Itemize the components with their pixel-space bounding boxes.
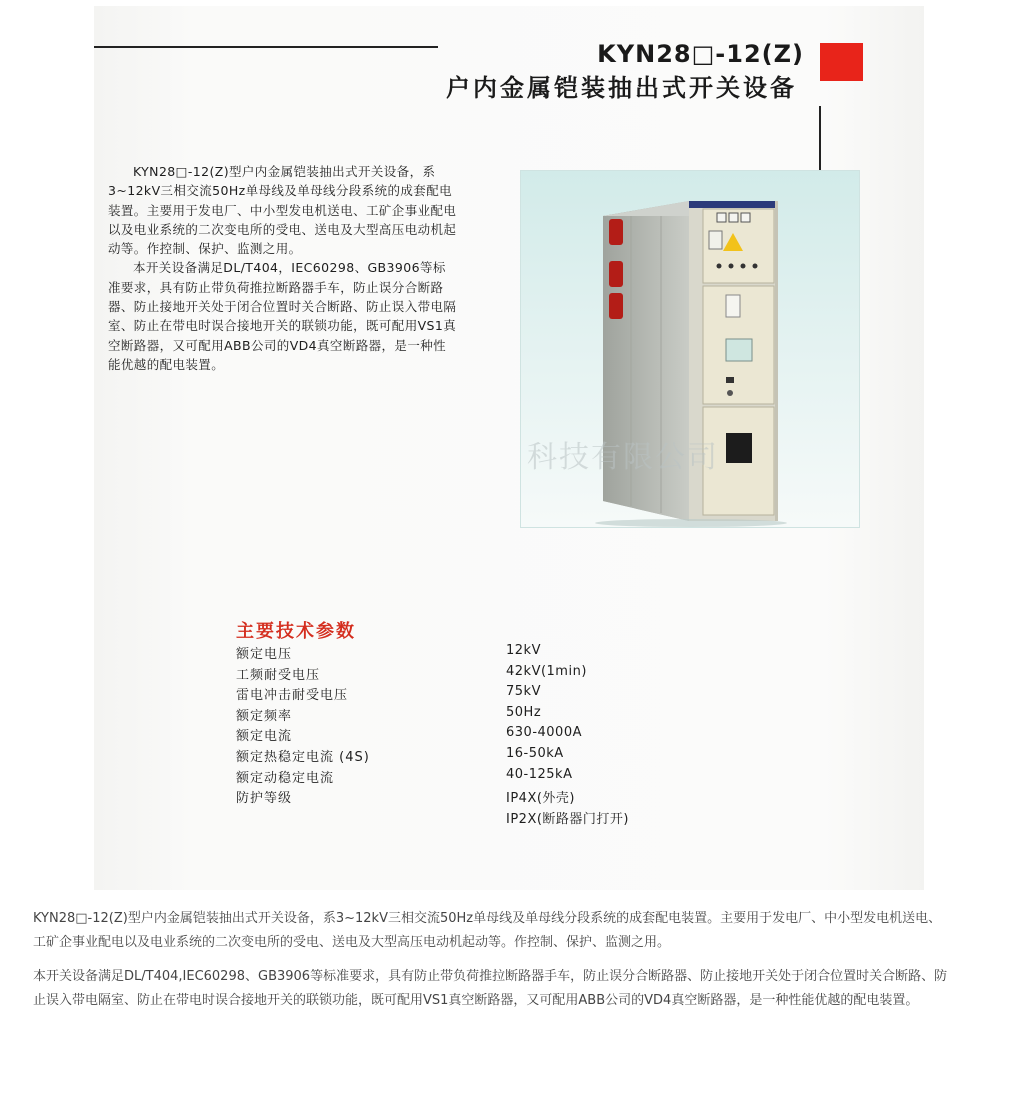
param-value: 50Hz [506, 704, 542, 720]
param-name: 额定频率 [236, 708, 293, 724]
header-rule [94, 46, 438, 48]
red-accent-square [820, 43, 863, 81]
param-name: 雷电冲击耐受电压 [236, 688, 349, 704]
param-row [236, 808, 656, 829]
description-text [33, 907, 953, 1023]
param-row [236, 787, 656, 808]
params-table [236, 643, 656, 828]
param-name: 额定热稳定电流 (4S) [236, 749, 370, 765]
side-lamp-icon [609, 219, 623, 245]
description-paragraph-1: KYN28□-12(Z)型户内金属铠装抽出式开关设备，系3~12kV三相交流50Hz单母线及单母线分段系统的成套配电装置。主要用于发电厂、中小型发电机送电、工矿企事业配电以及电业系统的二次变电所的受电、送电及大型高压电动机起动等。作控制、保护、监测之用。 [33, 911, 942, 950]
param-value: 42kV(1min) [506, 663, 587, 679]
product-name-title: 户内金属铠装抽出式开关设备 [446, 74, 797, 102]
param-name: 额定动稳定电流 [236, 770, 335, 786]
param-row [236, 725, 656, 746]
photo-watermark: 科技有限公司 [527, 440, 719, 475]
param-value: 12kV [506, 643, 541, 658]
inspection-window [726, 339, 752, 361]
side-lamp-icon [609, 293, 623, 319]
param-name: 防护等级 [236, 791, 293, 807]
product-model-title: KYN28□-12(Z) [597, 40, 804, 68]
cabinet-nameplate-strip [689, 201, 777, 208]
param-row [236, 746, 656, 767]
param-row [236, 705, 656, 726]
param-row [236, 664, 656, 685]
param-value: IP4X(外壳) [506, 791, 575, 807]
intro-text [108, 162, 458, 374]
param-value: IP2X(断路器门打开) [506, 811, 629, 827]
param-value: 630-4000A [506, 725, 582, 741]
header-vertical-rule [819, 106, 821, 170]
param-value: 16-50kA [506, 745, 564, 761]
param-row [236, 643, 656, 664]
param-name: 额定电压 [236, 647, 293, 662]
param-row [236, 684, 656, 705]
side-lamp-icon [609, 261, 623, 287]
param-name [236, 808, 506, 829]
intro-paragraph-1: KYN28□-12(Z)型户内金属铠装抽出式开关设备，系3~12kV三相交流50Hz单母线及单母线分段系统的成套配电装置。主要用于发电厂、中小型发电机送电、工矿企事业配电以及电业系统的二次变电所的受电、送电及大型高压电动机起动等。作控制、保护、监测之用。 [108, 164, 457, 257]
param-value: 40-125kA [506, 766, 573, 782]
description-paragraph-2: 本开关设备满足DL/T404,IEC60298、GB3906等标准要求，具有防止带负荷推拉断路器手车，防止误分合断路器、防止接地开关处于闭合位置时关合断路、防止误入带电隔室、防止在带电时误合接地开关的联锁功能，既可配用VS1真空断路器，又可配用ABB公司的VD4真空断路器，是一种性能优越的配电装置。 [33, 969, 948, 1008]
cable-window [726, 433, 752, 463]
param-name: 工频耐受电压 [236, 667, 321, 683]
param-name: 额定电流 [236, 729, 293, 745]
param-row [236, 767, 656, 788]
intro-paragraph-2: 本开关设备满足DL/T404，IEC60298、GB3906等标准要求，具有防止带负荷推拉断路器手车，防止误分合断路器、防止接地开关处于闭合位置时关合断路、防止误入带电隔室、防止在带电时误合接地开关的联锁功能，既可配用VS1真空断路器，又可配用ABB公司的VD4真空断路器，是一种性能优越的配电装置。 [108, 260, 457, 372]
param-value: 75kV [506, 684, 541, 700]
params-heading: 主要技术参数 [236, 621, 356, 642]
